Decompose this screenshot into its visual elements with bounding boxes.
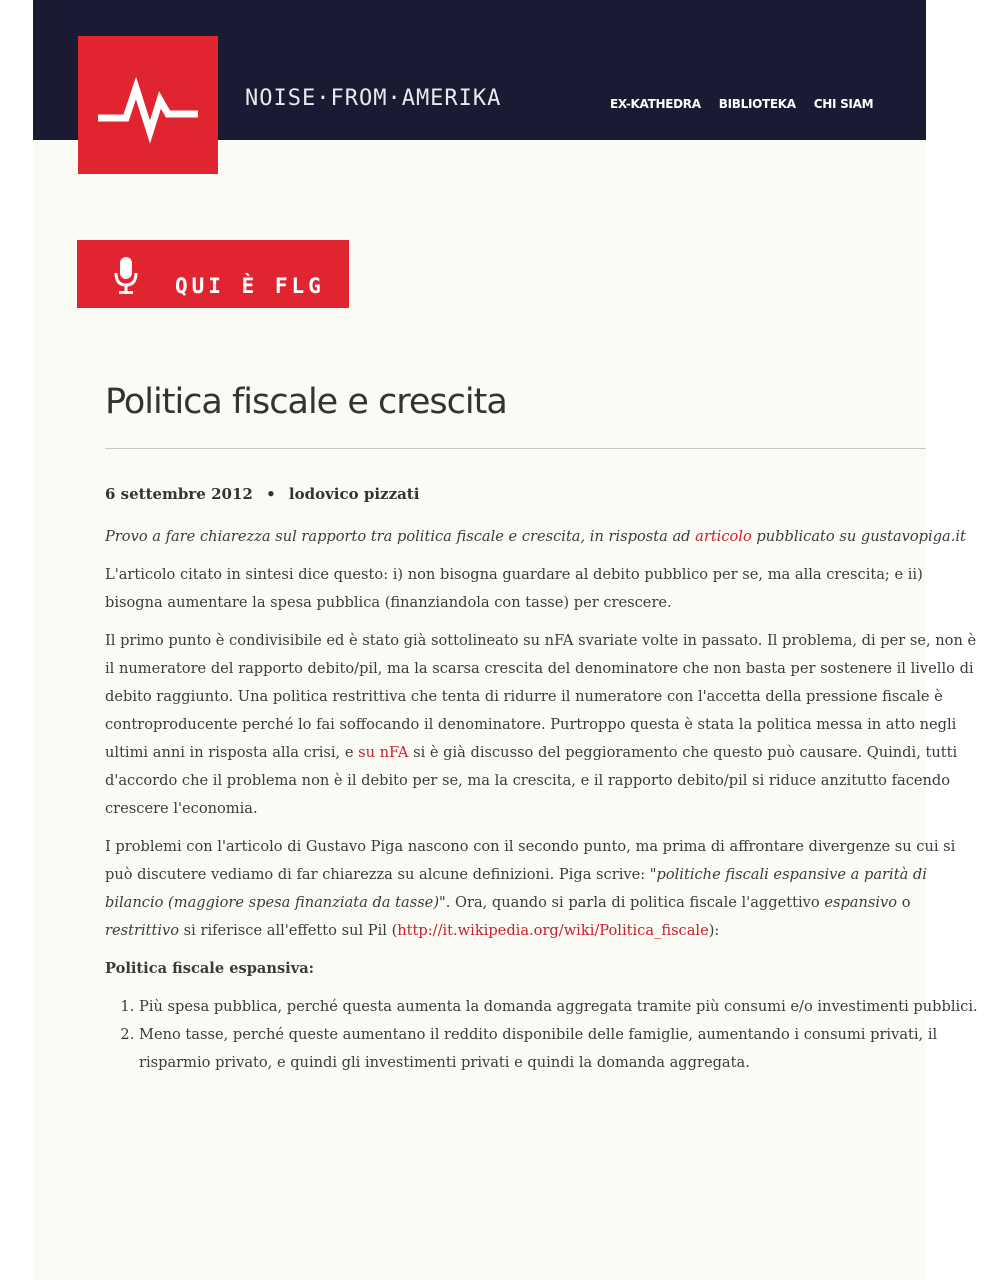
page xyxy=(33,0,978,1280)
article-date: 6 settembre 2012 xyxy=(105,485,253,503)
paragraph-3-or: o xyxy=(897,894,911,911)
paragraph-2 xyxy=(105,627,985,823)
piga-quote: politiche fiscali espansive a parità di bilancio (maggiore spesa finanziata da tasse) xyxy=(105,866,927,911)
article-body xyxy=(105,523,985,1077)
main-nav xyxy=(610,97,873,111)
site-name[interactable]: NOISE·FROM·AMERIKA xyxy=(245,86,502,111)
section-label: QUI È FLG xyxy=(175,274,325,298)
site-logo[interactable] xyxy=(78,36,218,174)
article-meta xyxy=(105,485,419,503)
lead-text: Provo a fare chiarezza sul rapporto tra politica fiscale e crescita, in risposta ad xyxy=(105,528,696,545)
section-banner[interactable] xyxy=(77,240,349,308)
wikipedia-link[interactable]: http://it.wikipedia.org/wiki/Politica_fiscale xyxy=(397,922,709,939)
paragraph-3-end: si riferisce all'effetto sul Pil ( xyxy=(179,922,398,939)
expansive-policy-list xyxy=(105,993,985,1077)
article-author[interactable]: lodovico pizzati xyxy=(288,485,420,503)
title-divider xyxy=(105,448,926,449)
site-header xyxy=(33,0,926,140)
microphone-icon xyxy=(113,255,139,295)
list-heading: Politica fiscale espansiva: xyxy=(105,960,315,977)
nav-item-ex-kathedra[interactable]: EX-KATHEDRA xyxy=(610,97,701,111)
paragraph-3 xyxy=(105,833,985,945)
heartbeat-logo-icon xyxy=(96,66,200,150)
nav-item-biblioteka[interactable]: BIBLIOTEKA xyxy=(718,97,796,111)
list-item xyxy=(139,993,985,1021)
lead-article-link[interactable]: articolo xyxy=(695,528,752,545)
paragraph-3-close: ): xyxy=(708,922,720,939)
paragraph-2-text: Il primo punto è condivisibile ed è stato già sottolineato su nFA svariate volte in passato. Il problema, di per se, non è il numeratore del rapporto debito/pil, ma la scarsa crescita del denominatore che non basta per sostenere il livello di debito raggiunto. Una politica restrittiva che tenta di ridurre il numeratore con l'accetta della pressione fiscale è controproducente perché lo fai soffocando il denominatore. Purtroppo questa è stata la politica messa in atto negli ultimi anni in risposta alla crisi, e xyxy=(105,632,977,761)
article-title: Politica fiscale e crescita xyxy=(105,382,507,422)
nfa-link[interactable]: su nFA xyxy=(358,744,409,761)
term-restrittivo: restrittivo xyxy=(105,922,180,939)
list-item-text: Più spesa pubblica, perché questa aumenta la domanda aggregata tramite più consumi e/o investimenti pubblici. xyxy=(139,998,978,1015)
meta-separator: • xyxy=(266,485,276,503)
article-lead xyxy=(105,523,985,551)
nav-item-chi-siamo[interactable]: CHI SIAM xyxy=(813,97,874,111)
paragraph-2-text-end: si è già discusso del peggioramento che questo può causare. Quindi, tutti d'accordo che il problema non è il debito per se, ma la crescita, e il rapporto debito/pil si riduce anzitutto facendo crescere l'economia. xyxy=(105,744,958,817)
term-espansivo: espansivo xyxy=(824,894,898,911)
list-item-text: Meno tasse, perché queste aumentano il reddito disponibile delle famiglie, aumentando i consumi privati, il risparmio privato, e quindi gli investimenti privati e quindi la domanda aggregata. xyxy=(139,1026,938,1071)
lead-text-end: pubblicato su gustavopiga.it xyxy=(751,528,966,545)
paragraph-3-text: I problemi con l'articolo di Gustavo Piga nascono con il secondo punto, ma prima di affrontare divergenze su cui si può discutere vediamo di far chiarezza su alcune definizioni. Piga scrive: " xyxy=(105,838,956,883)
paragraph-1: L'articolo citato in sintesi dice questo: i) non bisogna guardare al debito pubblico per se, ma alla crescita; e ii) bisogna aumentare la spesa pubblica (finanziandola con tasse) per crescere. xyxy=(105,566,923,611)
list-item xyxy=(139,1021,985,1077)
paragraph-3-middle: ". Ora, quando si parla di politica fiscale l'aggettivo xyxy=(439,894,825,911)
